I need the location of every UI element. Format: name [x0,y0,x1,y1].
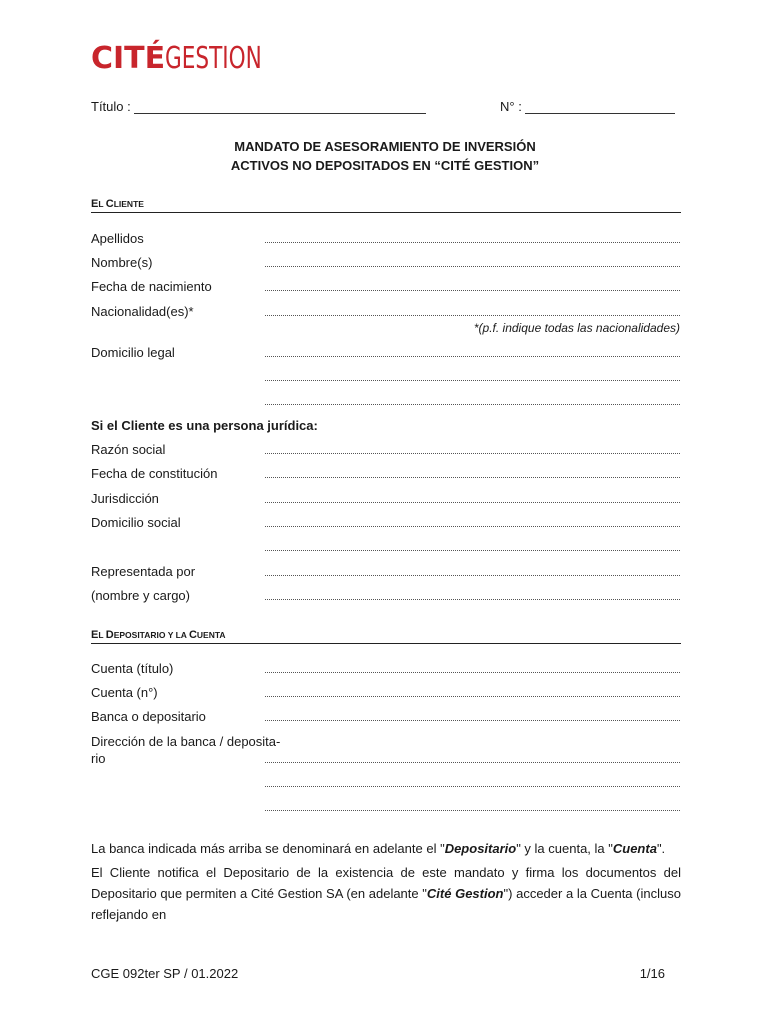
fecha-constitucion-label: Fecha de constitución [91,466,218,481]
nombre-cargo-line[interactable] [265,599,680,600]
domicilio-legal-line-2[interactable] [265,380,680,381]
fecha-constitucion-line[interactable] [265,477,680,478]
numero-field [500,99,675,114]
section-el-cliente: EL CLIENTE [91,198,681,213]
jurisdiccion-line[interactable] [265,502,680,503]
footer-reference: CGE 092ter SP / 01.2022 [91,966,239,981]
nombre-cargo-label: (nombre y cargo) [91,588,190,603]
cuenta-titulo-label: Cuenta (título) [91,661,174,676]
domicilio-social-label: Domicilio social [91,515,181,530]
titulo-label: Título : [91,99,131,114]
numero-line[interactable] [525,101,675,114]
jurisdiccion-label: Jurisdicción [91,491,159,506]
footer-page-number: 1/16 [639,966,665,981]
logo-part2: GESTION [165,41,262,76]
cite-gestion-logo [91,42,300,76]
nacionalidad-label: Nacionalidad(es)* [91,304,194,319]
direccion-banca-line-1[interactable] [265,762,680,763]
numero-label: N° : [500,99,522,114]
domicilio-social-line-1[interactable] [265,526,680,527]
cuenta-numero-label: Cuenta (n°) [91,685,158,700]
cuenta-titulo-line[interactable] [265,672,680,673]
nacionalidad-line[interactable] [265,315,680,316]
titulo-field [91,99,426,114]
domicilio-legal-label: Domicilio legal [91,345,175,360]
nombres-line[interactable] [265,266,680,267]
section-depositario-cuenta: EL DEPOSITARIO Y LA CUENTA [91,629,681,644]
representada-label: Representada por [91,564,196,579]
direccion-banca-line-2[interactable] [265,786,680,787]
banca-label: Banca o depositario [91,709,206,724]
doc-title-line1: MANDATO DE ASESORAMIENTO DE INVERSIÓN [234,139,536,154]
apellidos-line[interactable] [265,242,680,243]
direccion-banca-line-3[interactable] [265,810,680,811]
representada-line[interactable] [265,575,680,576]
razon-social-label: Razón social [91,442,166,457]
razon-social-line[interactable] [265,453,680,454]
direccion-banca-label-2: rio [91,751,106,766]
domicilio-legal-line-1[interactable] [265,356,680,357]
domicilio-legal-line-3[interactable] [265,404,680,405]
logo-part1: CITÉ [91,41,166,76]
direccion-banca-label-1: Dirección de la banca / deposita- [91,734,281,749]
domicilio-social-line-2[interactable] [265,550,680,551]
persona-juridica-heading: Si el Cliente es una persona jurídica: [91,418,318,433]
banca-line[interactable] [265,720,680,721]
paragraph-notificacion: El Cliente notifica el Depositario de la existencia de este mandato y firma los documentos del Depositario que permiten a Cité Gestion SA (en adelante "Cité Gestion") acceder a la Cuenta (incluso reflejando en [91,865,681,922]
cuenta-numero-line[interactable] [265,696,680,697]
doc-title-line2: ACTIVOS NO DEPOSITADOS EN “CITÉ GESTION” [230,158,540,173]
apellidos-label: Apellidos [91,231,144,246]
paragraph-depositario: La banca indicada más arriba se denominará en adelante el "Depositario" y la cuenta, la "Cuenta". [91,841,666,856]
nombres-label: Nombre(s) [91,255,153,270]
nacionalidad-note: *(p.f. indique todas las nacionalidades) [473,321,680,335]
fecha-nacimiento-label: Fecha de nacimiento [91,279,212,294]
titulo-line[interactable] [134,101,426,114]
fecha-nacimiento-line[interactable] [265,290,680,291]
